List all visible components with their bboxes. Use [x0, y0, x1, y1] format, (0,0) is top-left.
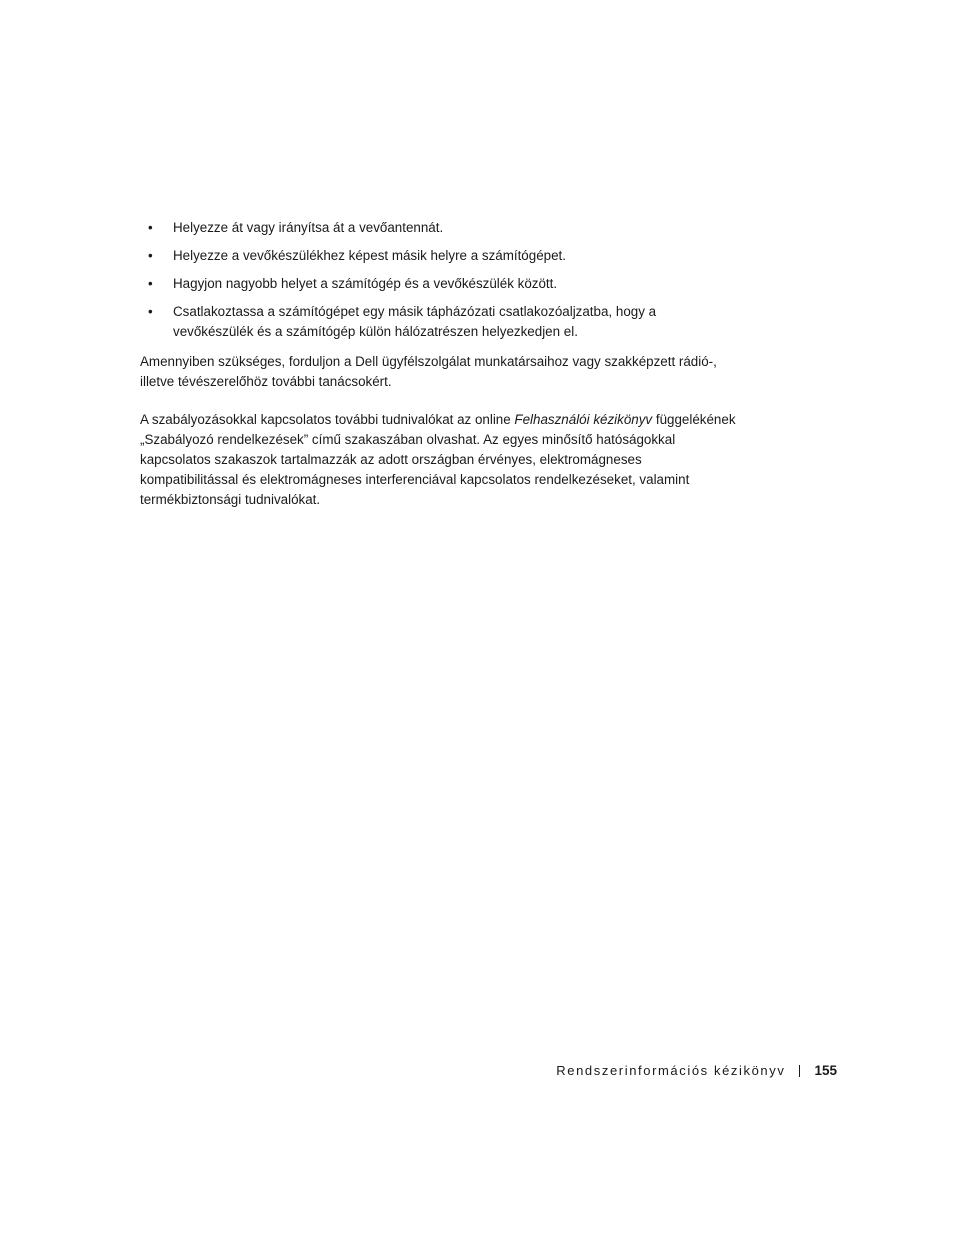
list-item-text: Csatlakoztassa a számítógépet egy másik tápházózati csatlakozóaljzatba, hogy a vevőkészülék és a számítógép külön hálózatrészen helyezkedjen el.	[173, 304, 657, 339]
page-footer	[556, 1062, 837, 1080]
regulatory-text-start: A szabályozásokkal kapcsolatos további tudnivalókat az online	[140, 412, 515, 427]
bullet-icon: •	[148, 276, 153, 291]
bullet-icon: •	[148, 248, 153, 263]
bullet-list	[140, 218, 740, 342]
bullet-icon: •	[148, 220, 153, 235]
list-item	[140, 274, 740, 294]
advice-paragraph: Amennyiben szükséges, forduljon a Dell ügyfélszolgálat munkatársaihoz vagy szakképzett rádió-, illetve tévészerelőhöz további tanácsokért.	[140, 354, 717, 389]
list-item	[140, 218, 740, 238]
page-number: 155	[814, 1063, 837, 1078]
bullet-icon: •	[148, 304, 153, 319]
footer-title: Rendszerinformációs kézikönyv	[556, 1063, 786, 1078]
list-item	[140, 302, 740, 342]
list-item	[140, 246, 740, 266]
footer-divider	[799, 1065, 800, 1077]
page-content	[140, 218, 740, 520]
regulatory-text-end: függelékének „Szabályozó rendelkezések” című szakaszában olvashat. Az egyes minősítő hatóságokkal kapcsolatos szakaszok tartalmazzák az adott országban érvényes, elektromágneses kompatibilitással és elektromágneses interferenciával kapcsolatos rendelkezéseket, valamint termékbiztonsági tudnivalókat.	[140, 412, 736, 507]
list-item-text: Helyezze át vagy irányítsa át a vevőantennát.	[173, 220, 444, 235]
list-item-text: Helyezze a vevőkészülékhez képest másik helyre a számítógépet.	[173, 248, 566, 263]
regulatory-paragraph	[140, 410, 740, 510]
user-guide-title: Felhasználói kézikönyv	[514, 412, 653, 427]
list-item-text: Hagyjon nagyobb helyet a számítógép és a vevőkészülék között.	[173, 276, 558, 291]
